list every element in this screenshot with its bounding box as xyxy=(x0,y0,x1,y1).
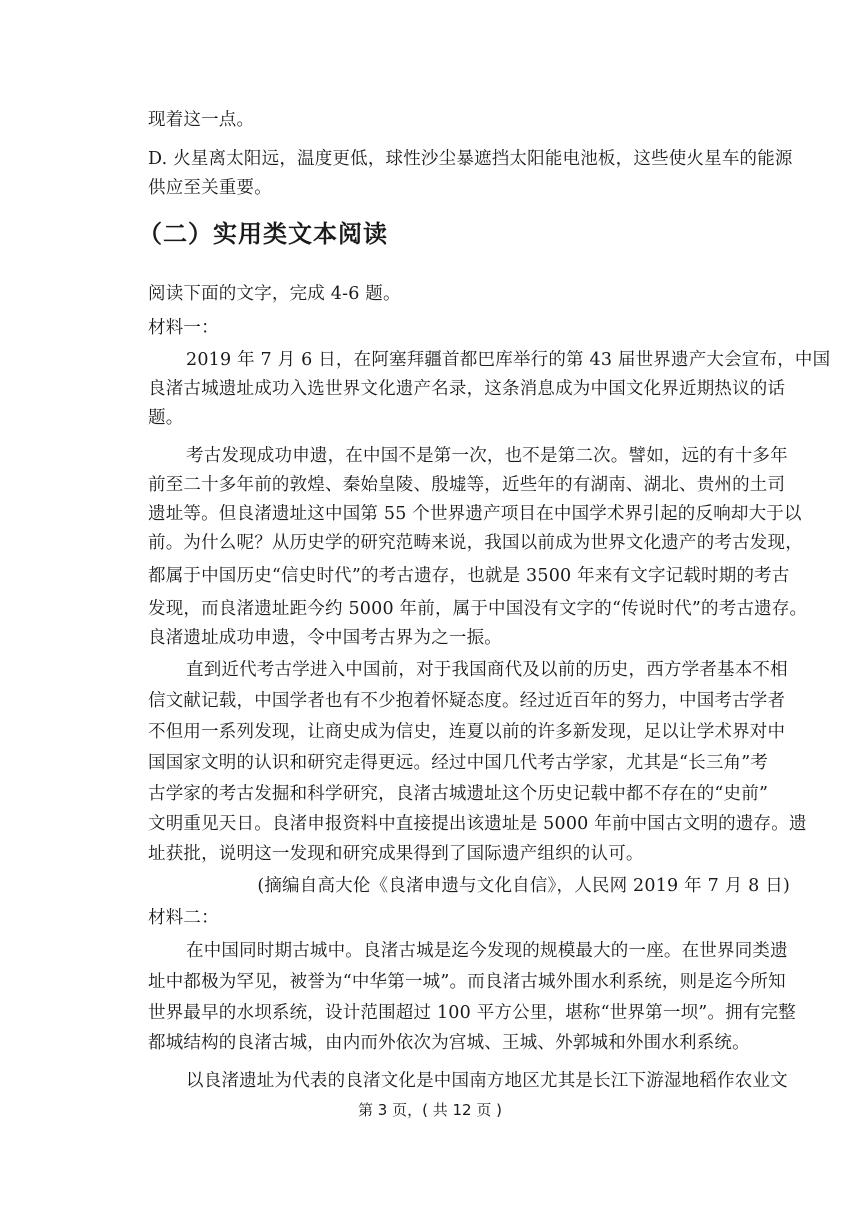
paragraph-line: 2019 年 7 月 6 日，在阿塞拜疆首都巴库举行的第 43 届世界遗产大会宣布，中国 xyxy=(186,350,831,370)
paragraph-line: 世界最早的水坝系统，设计范围超过 100 平方公里，堪称“世界第一坝”。拥有完整 xyxy=(148,1003,796,1023)
paragraph-line: 在中国同时期古城中。良渚古城是迄今发现的规模最大的一座。在世界同类遗 xyxy=(186,941,788,961)
paragraph-line: 址中都极为罕见，被誉为“中华第一城”。而良渚古城外围水利系统，则是迄今所知 xyxy=(148,972,786,992)
material-1-label: 材料一： xyxy=(148,318,219,338)
paragraph-line: 国国家文明的认识和研究走得更远。经过中国几代考古学家，尤其是“长三角”考 xyxy=(148,753,769,773)
option-d-line-1: D. 火星离太阳远，温度更低，球性沙尘暴遮挡太阳能电池板，这些使火星车的能源 xyxy=(148,149,793,169)
paragraph-line: 前。为什么呢？从历史学的研究范畴来说，我国以前成为世界文化遗产的考古发现， xyxy=(148,533,803,553)
paragraph-line: 发现，而良渚遗址距今约 5000 年前，属于中国没有文字的“传说时代”的考古遗存。 xyxy=(148,599,808,619)
paragraph-line: 题。 xyxy=(148,408,184,428)
paragraph-line: 良渚古城遗址成功入选世界文化遗产名录，这条消息成为中国文化界近期热议的话 xyxy=(148,379,786,399)
paragraph-line: 直到近代考古学进入中国前，对于我国商代及以前的历史，西方学者基本不相 xyxy=(186,660,788,680)
paragraph-line: 信文献记载，中国学者也有不少抱着怀疑态度。经过近百年的努力，中国考古学者 xyxy=(148,691,786,711)
paragraph-line: 不但用一系列发现，让商史成为信史，连夏以前的许多新发现，足以让学术界对中 xyxy=(148,722,786,742)
paragraph-line: 考古发现成功申遗，在中国不是第一次，也不是第二次。譬如，远的有十多年 xyxy=(186,446,788,466)
option-d-line-2: 供应至关重要。 xyxy=(148,178,272,198)
instruction-text: 阅读下面的文字，完成 4-6 题。 xyxy=(148,284,401,304)
section-heading: （二）实用类文本阅读 xyxy=(138,220,388,248)
page-footer: 第 3 页，( 共 12 页 ) xyxy=(358,1101,502,1119)
paragraph-line: 址获批，说明这一发现和研究成果得到了国际遗产组织的认可。 xyxy=(148,844,644,864)
paragraph-line: 都属于中国历史“信史时代”的考古遗存，也就是 3500 年来有文字记载时期的考古 xyxy=(148,566,790,586)
paragraph-line: 前至二十多年前的敦煌、秦始皇陵、殷墟等，近些年的有湖南、湖北、贵州的土司 xyxy=(148,475,786,495)
paragraph-line: 文明重见天日。良渚申报资料中直接提出该遗址是 5000 年前中国古文明的遗存。遗 xyxy=(148,814,807,834)
citation: (摘编自高大伦《良渚申遗与文化自信》，人民网 2019 年 7 月 8 日) xyxy=(257,876,790,896)
paragraph-line: 良渚遗址成功申遗，令中国考古界为之一振。 xyxy=(148,628,502,648)
paragraph-line: 遗址等。但良渚遗址这中国第 55 个世界遗产项目在中国学术界引起的反响却大于以 xyxy=(148,504,802,524)
material-2-label: 材料二： xyxy=(148,908,219,928)
paragraph-line: 以良渚遗址为代表的良渚文化是中国南方地区尤其是长江下游湿地稻作农业文 xyxy=(186,1071,788,1091)
paragraph-line: 都城结构的良渚古城，由内而外依次为宫城、王城、外郭城和外围水利系统。 xyxy=(148,1033,750,1053)
text-line: 现着这一点。 xyxy=(148,110,255,130)
paragraph-line: 古学家的考古发掘和科学研究，良渚古城遗址这个历史记载中都不存在的“史前” xyxy=(148,784,769,804)
